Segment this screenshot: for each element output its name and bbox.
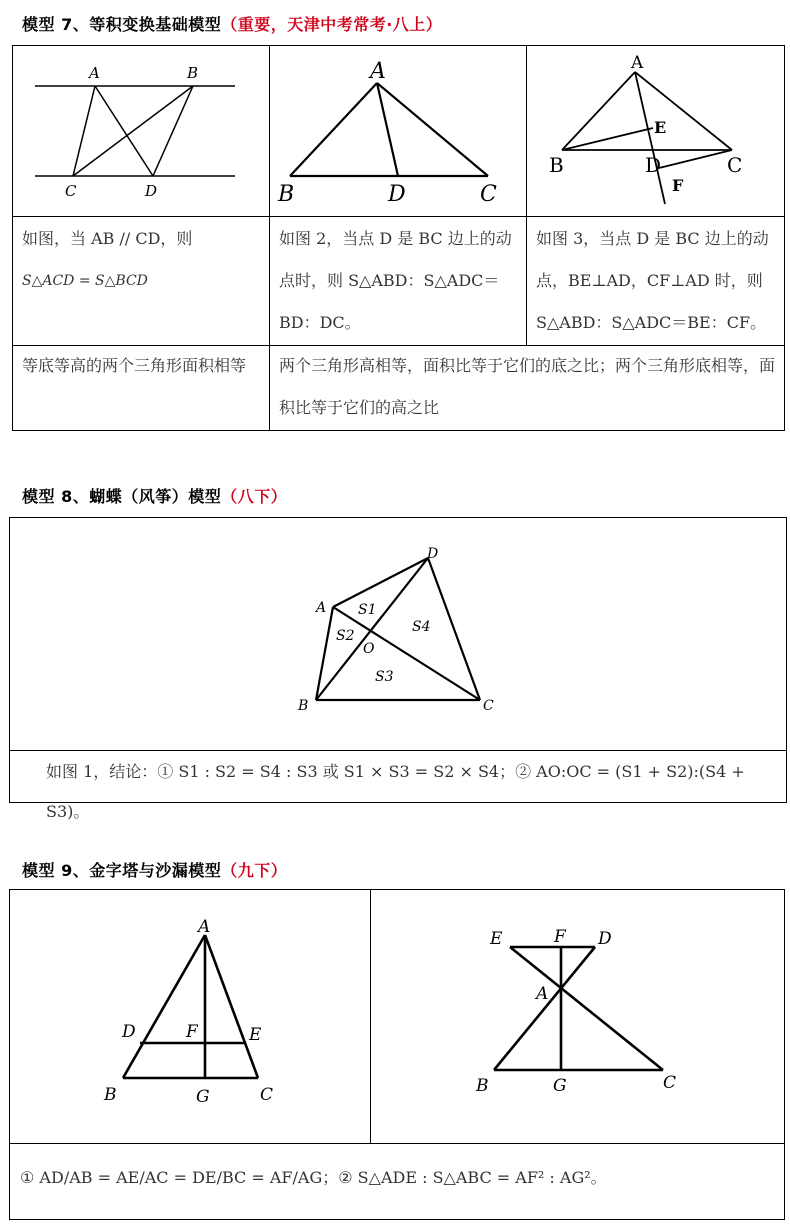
label-s1: S1 <box>358 602 377 618</box>
label-d: D <box>598 929 612 949</box>
label-c: C <box>65 182 77 200</box>
label-e: E <box>654 118 667 137</box>
label-d: D <box>427 546 439 562</box>
model8-figure <box>290 540 510 720</box>
label-c: C <box>663 1073 677 1093</box>
model9-tag: （九下） <box>221 861 288 880</box>
model9-formula: ① AD/AB = AE/AC = DE/BC = AF/AG；② S△ADE : S△ABC = AF² : AG²。 <box>20 1168 607 1187</box>
model7-cell-1 <box>22 218 262 302</box>
model9-heading <box>22 858 287 881</box>
label-a: A <box>316 600 327 616</box>
label-e: E <box>249 1025 262 1045</box>
label-d: D <box>122 1022 136 1042</box>
model9-title: 模型 9、金字塔与沙漏模型 <box>22 861 222 880</box>
model7-note-2: 两个三角形高相等，面积比等于它们的底之比；两个三角形底相等，面积比等于它们的高之比 <box>279 356 776 417</box>
model7-figure-3 <box>527 46 784 214</box>
label-a: A <box>370 59 386 84</box>
label-b: B <box>187 64 199 82</box>
label-a: A <box>631 53 644 73</box>
label-a: A <box>536 984 549 1004</box>
model7-cell-3: 如图 3，当点 D 是 BC 边上的动点，BE⊥AD，CF⊥AD 时，则 S△ABD：S△ADC＝BE：CF。 <box>536 229 769 332</box>
model8-heading <box>22 484 287 507</box>
label-f: F <box>554 927 566 947</box>
label-g: G <box>553 1076 567 1096</box>
label-d: D <box>145 182 158 200</box>
model7-figure-2 <box>270 46 525 214</box>
model9-figure-2 <box>470 920 690 1100</box>
label-s4: S4 <box>412 619 431 635</box>
model7-tag: （重要，天津中考常考·八上） <box>221 15 443 34</box>
label-b: B <box>476 1076 489 1096</box>
label-b: B <box>104 1085 117 1105</box>
label-s2: S2 <box>336 628 355 644</box>
model7-heading <box>22 12 442 35</box>
model7-note-1: 等底等高的两个三角形面积相等 <box>22 356 247 375</box>
label-d: D <box>388 182 406 207</box>
label-c: C <box>727 153 743 177</box>
label-b: B <box>278 182 295 207</box>
label-a: A <box>89 64 100 82</box>
model7-cell1-formula: S△ACD = S△BCD <box>22 273 148 289</box>
label-b: B <box>549 153 564 177</box>
label-s3: S3 <box>375 669 394 685</box>
model7-figure-1 <box>13 46 268 214</box>
label-e: E <box>490 929 503 949</box>
label-a: A <box>198 917 211 937</box>
label-c: C <box>483 698 494 714</box>
label-d: D <box>645 153 662 177</box>
label-b: B <box>298 698 309 714</box>
label-g: G <box>196 1087 210 1107</box>
label-c: C <box>260 1085 274 1105</box>
model7-cell1-text: 如图，当 AB // CD，则 <box>22 229 193 248</box>
label-c: C <box>480 182 497 207</box>
model7-title: 模型 7、等积变换基础模型 <box>22 15 222 34</box>
label-f: F <box>672 176 684 195</box>
model8-tag: （八下） <box>221 487 288 506</box>
label-o: O <box>363 641 375 657</box>
model7-cell-2: 如图 2，当点 D 是 BC 边上的动点时，则 S△ABD：S△ADC＝BD：DC。 <box>279 229 512 332</box>
model8-conclusion: 如图 1，结论：① S1 : S2 = S4 : S3 或 S1 × S3 = S2 × S4；② AO:OC = (S1 + S2):(S4 + S3)。 <box>46 762 745 821</box>
model9-figure-1 <box>90 910 290 1110</box>
model8-title: 模型 8、蝴蝶（风筝）模型 <box>22 487 222 506</box>
label-f: F <box>186 1022 198 1042</box>
